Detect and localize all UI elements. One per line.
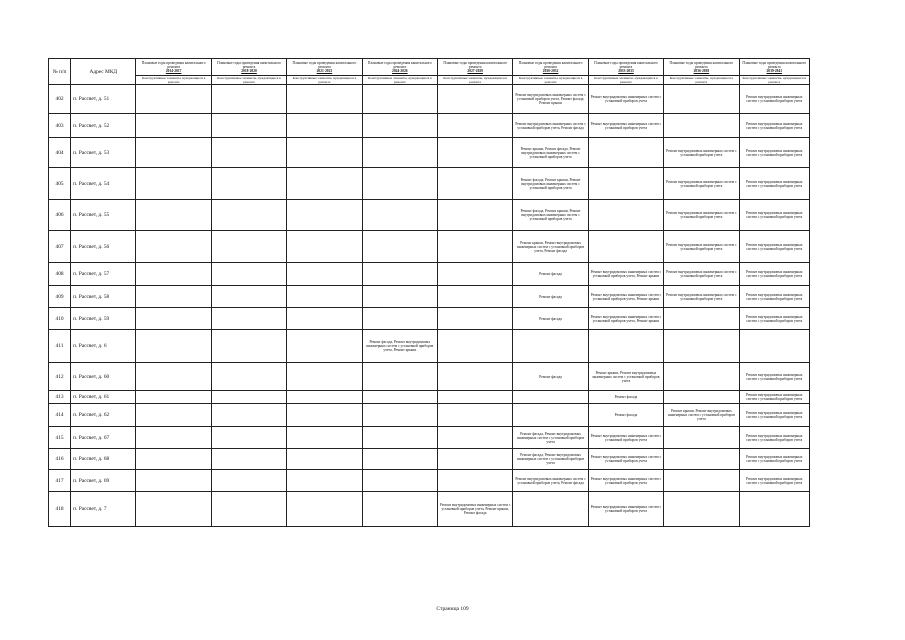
repair-cell: Ремонт внутридомовых инженерных систем с установкой приборов учета, Ремонт крыши — [588, 263, 663, 286]
header-elements: Конструктивные элементы, нуждающиеся в ремонте — [438, 76, 513, 85]
repair-cell — [287, 114, 362, 138]
header-elements: Конструктивные элементы, нуждающиеся в ремонте — [136, 76, 211, 85]
repair-cell: Ремонт крыши, Ремонт фасада, Ремонт внутридомовых инженерных систем с установкой приборов учета — [513, 138, 588, 168]
repair-cell: Ремонт фасада, Ремонт крыши, Ремонт внутридомовых инженерных систем с установкой приборов учета — [513, 168, 588, 200]
header-num: № п/п — [49, 59, 71, 85]
repair-cell: Ремонт внутридомовых инженерных систем с установкой приборов учета — [739, 404, 809, 427]
header-period-title: Плановые годы проведения капитального ремонта — [518, 60, 583, 69]
row-number: 407 — [49, 231, 71, 263]
header-period — [136, 59, 211, 76]
repair-cell — [136, 114, 211, 138]
repair-cell: Ремонт фасада — [513, 363, 588, 391]
repair-cell — [438, 330, 513, 363]
header-period — [588, 59, 663, 76]
repair-cell — [136, 138, 211, 168]
repair-cell — [664, 363, 739, 391]
repair-cell: Ремонт фасада, Ремонт внутридомовых инженерных систем с установкой приборов учета — [513, 449, 588, 470]
repair-cell — [136, 85, 211, 114]
table-row — [49, 308, 810, 330]
repair-cell: Ремонт внутридомовых инженерных систем с установкой приборов учета — [739, 363, 809, 391]
repair-cell — [438, 85, 513, 114]
repair-cell — [287, 404, 362, 427]
repair-cell — [362, 470, 437, 492]
repair-cell — [362, 168, 437, 200]
header-elements: Конструктивные элементы, нуждающиеся в ремонте — [513, 76, 588, 85]
repair-cell — [136, 391, 211, 404]
header-period-title: Плановые годы проведения капитального ремонта — [443, 60, 508, 69]
header-period — [438, 59, 513, 76]
repair-cell: Ремонт внутридомовых инженерных систем с установкой приборов учета — [739, 138, 809, 168]
repair-cell: Ремонт внутридомовых инженерных систем с установкой приборов учета — [664, 286, 739, 308]
row-number: 402 — [49, 85, 71, 114]
repair-cell — [211, 449, 286, 470]
repair-cell — [362, 391, 437, 404]
table-row — [49, 168, 810, 200]
header-period-years: 2027-2029 — [467, 69, 483, 74]
repair-cell: Ремонт внутридомовых инженерных систем с установкой приборов учета — [588, 85, 663, 114]
repair-cell — [136, 449, 211, 470]
repair-cell — [211, 427, 286, 449]
header-elements: Конструктивные элементы, нуждающиеся в ремонте — [588, 76, 663, 85]
repair-cell — [438, 200, 513, 231]
row-address: п. Рассвет, д. 56 — [71, 231, 136, 263]
row-number: 412 — [49, 363, 71, 391]
repair-cell: Ремонт внутридомовых инженерных систем с установкой приборов учета — [664, 200, 739, 231]
repair-cell: Ремонт крыши, Ремонт внутридомовых инженерных систем с установкой приборов учета — [664, 404, 739, 427]
header-period-years: 2030-2032 — [542, 69, 559, 74]
repair-cell — [362, 404, 437, 427]
repair-cell — [287, 138, 362, 168]
page-number: Страница 109 — [436, 606, 469, 612]
table-row — [49, 492, 810, 527]
repair-cell: Ремонт фасада — [588, 404, 663, 427]
row-address: п. Рассвет, д. 51 — [71, 85, 136, 114]
repair-cell — [287, 449, 362, 470]
header-address: Адрес МКД — [71, 59, 136, 85]
repair-cell — [136, 231, 211, 263]
row-number: 417 — [49, 470, 71, 492]
repair-cell: Ремонт внутридомовых инженерных систем с установкой приборов учета — [588, 470, 663, 492]
repair-cell — [513, 492, 588, 527]
repair-cell: Ремонт внутридомовых инженерных систем с установкой приборов учета — [739, 168, 809, 200]
repair-cell: Ремонт внутридомовых инженерных систем с установкой приборов учета, Ремонт фасада, Ремонт крыши — [513, 85, 588, 114]
repair-cell: Ремонт фасада — [513, 263, 588, 286]
table-header — [49, 59, 810, 85]
header-period — [739, 59, 809, 76]
repair-cell — [438, 470, 513, 492]
table-row — [49, 363, 810, 391]
row-address: п. Рассвет, д. 53 — [71, 138, 136, 168]
table-row — [49, 85, 810, 114]
repair-cell: Ремонт внутридомовых инженерных систем с установкой приборов учета, Ремонт фасада — [513, 470, 588, 492]
repair-cell — [664, 427, 739, 449]
repair-cell — [211, 391, 286, 404]
repair-cell — [287, 231, 362, 263]
repair-cell — [664, 114, 739, 138]
repair-cell — [211, 85, 286, 114]
header-period-title: Плановые годы проведения капитального ремонта — [141, 60, 206, 69]
repair-cell — [588, 138, 663, 168]
row-address: п. Рассвет, д. 58 — [71, 286, 136, 308]
repair-cell: Ремонт внутридомовых инженерных систем с установкой приборов учета — [739, 231, 809, 263]
repair-cell — [362, 492, 437, 527]
repair-cell — [287, 308, 362, 330]
row-address: п. Рассвет, д. 69 — [71, 470, 136, 492]
header-elements: Конструктивные элементы, нуждающиеся в ремонте — [362, 76, 437, 85]
repair-cell: Ремонт фасада, Ремонт внутридомовых инженерных систем с установкой приборов учета — [513, 427, 588, 449]
header-elements: Конструктивные элементы, нуждающиеся в ремонте — [287, 76, 362, 85]
repair-cell: Ремонт фасада — [588, 391, 663, 404]
repair-cell — [362, 114, 437, 138]
repair-cell — [287, 330, 362, 363]
repair-cell: Ремонт внутридомовых инженерных систем с установкой приборов учета, Ремонт крыши — [588, 308, 663, 330]
repair-cell: Ремонт фасада, Ремонт внутридомовых инженерных систем с установкой приборов учета, Ремонт крыши — [362, 330, 437, 363]
repair-cell — [362, 85, 437, 114]
repair-cell — [739, 330, 809, 363]
row-number: 408 — [49, 263, 71, 286]
header-period-years: 2024-2026 — [392, 69, 408, 74]
table-row — [49, 391, 810, 404]
repair-cell: Ремонт внутридомовых инженерных систем с установкой приборов учета — [588, 492, 663, 527]
table-row — [49, 200, 810, 231]
repair-cell — [287, 85, 362, 114]
table-row — [49, 231, 810, 263]
repair-cell — [438, 263, 513, 286]
table-row — [49, 138, 810, 168]
repair-cell: Ремонт внутридомовых инженерных систем с установкой приборов учета — [739, 449, 809, 470]
repair-cell — [438, 404, 513, 427]
repair-cell — [513, 330, 588, 363]
repair-cell — [362, 449, 437, 470]
row-number: 415 — [49, 427, 71, 449]
repair-cell — [362, 231, 437, 263]
row-number: 416 — [49, 449, 71, 470]
repair-cell — [211, 263, 286, 286]
header-period — [362, 59, 437, 76]
repair-cell — [588, 200, 663, 231]
row-number: 404 — [49, 138, 71, 168]
repair-cell — [136, 404, 211, 427]
repair-cell: Ремонт внутридомовых инженерных систем с установкой приборов учета — [664, 263, 739, 286]
repair-cell — [438, 114, 513, 138]
repair-cell — [211, 308, 286, 330]
row-address: п. Рассвет, д. 59 — [71, 308, 136, 330]
repair-cell: Ремонт внутридомовых инженерных систем с установкой приборов учета — [739, 308, 809, 330]
repair-cell — [136, 263, 211, 286]
header-elements: Конструктивные элементы, нуждающиеся в ремонте — [664, 76, 739, 85]
row-number: 410 — [49, 308, 71, 330]
repair-cell — [438, 308, 513, 330]
repair-cell — [664, 492, 739, 527]
repair-cell — [211, 330, 286, 363]
header-period-years: 2033-2035 — [618, 69, 634, 74]
header-period-years: 2021-2023 — [316, 69, 333, 74]
repair-cell — [739, 492, 809, 527]
repair-cell — [438, 168, 513, 200]
repair-cell: Ремонт внутридомовых инженерных систем с установкой приборов учета — [664, 231, 739, 263]
repair-cell — [211, 492, 286, 527]
header-period-title: Плановые годы проведения капитального ремонта — [367, 60, 432, 69]
repair-cell — [287, 470, 362, 492]
repair-cell: Ремонт внутридомовых инженерных систем с установкой приборов учета, Ремонт фасада — [513, 114, 588, 138]
repair-cell — [588, 231, 663, 263]
header-period — [513, 59, 588, 76]
repair-cell — [136, 427, 211, 449]
repair-cell — [664, 308, 739, 330]
repair-cell — [136, 308, 211, 330]
repair-cell — [211, 470, 286, 492]
repair-cell: Ремонт внутридомовых инженерных систем с установкой приборов учета — [739, 470, 809, 492]
header-period-years: 2036-2038 — [693, 69, 710, 74]
row-address: п. Рассвет, д. 68 — [71, 449, 136, 470]
repair-cell — [362, 200, 437, 231]
row-address: п. Рассвет, д. 57 — [71, 263, 136, 286]
repair-cell — [362, 363, 437, 391]
repair-cell — [287, 427, 362, 449]
table-body — [49, 85, 810, 527]
table-row — [49, 427, 810, 449]
repair-cell — [136, 363, 211, 391]
repair-cell — [211, 231, 286, 263]
repair-cell: Ремонт внутридомовых инженерных систем с установкой приборов учета — [739, 263, 809, 286]
row-address: п. Рассвет, д. 62 — [71, 404, 136, 427]
row-number: 413 — [49, 391, 71, 404]
repair-cell — [513, 404, 588, 427]
repair-cell — [664, 330, 739, 363]
repair-cell — [211, 363, 286, 391]
row-address: п. Рассвет, д. 67 — [71, 427, 136, 449]
repair-cell — [287, 363, 362, 391]
header-period — [287, 59, 362, 76]
repair-cell — [136, 470, 211, 492]
repair-cell — [136, 286, 211, 308]
repair-cell: Ремонт внутридомовых инженерных систем с установкой приборов учета — [588, 114, 663, 138]
repair-cell: Ремонт фасада — [513, 286, 588, 308]
repair-cell — [211, 404, 286, 427]
row-address: п. Рассвет, д. 52 — [71, 114, 136, 138]
row-address: п. Рассвет, д. 7 — [71, 492, 136, 527]
repair-cell: Ремонт внутридомовых инженерных систем с установкой приборов учета, Ремонт крыши, Ремонт фасада — [438, 492, 513, 527]
repair-cell — [211, 286, 286, 308]
row-address: п. Рассвет, д. 61 — [71, 391, 136, 404]
header-period-title: Плановые годы проведения капитального ремонта — [594, 60, 658, 69]
table-row — [49, 114, 810, 138]
repair-cell — [513, 391, 588, 404]
repair-cell — [136, 330, 211, 363]
repair-cell: Ремонт внутридомовых инженерных систем с установкой приборов учета — [664, 138, 739, 168]
table-row — [49, 263, 810, 286]
repair-cell — [211, 138, 286, 168]
repair-cell: Ремонт внутридомовых инженерных систем с установкой приборов учета — [588, 427, 663, 449]
header-period-title: Плановые годы проведения капитального ремонта — [742, 60, 807, 69]
repair-cell: Ремонт внутридомовых инженерных систем с установкой приборов учета — [588, 449, 663, 470]
repair-cell: Ремонт крыши, Ремонт внутридомовых инженерных систем с установкой приборов учета, Ремонт фасада — [513, 231, 588, 263]
header-period-title: Плановые годы проведения капитального ремонта — [292, 60, 357, 69]
row-number: 411 — [49, 330, 71, 363]
table-row — [49, 286, 810, 308]
repair-cell — [211, 114, 286, 138]
repair-cell — [664, 470, 739, 492]
repair-cell: Ремонт внутридомовых инженерных систем с установкой приборов учета — [739, 114, 809, 138]
repair-cell — [438, 427, 513, 449]
repair-cell — [362, 427, 437, 449]
header-period-title: Плановые годы проведения капитального ремонта — [217, 60, 281, 69]
repair-schedule-table — [48, 58, 810, 527]
row-number: 403 — [49, 114, 71, 138]
repair-cell — [664, 391, 739, 404]
header-elements: Конструктивные элементы, нуждающиеся в ремонте — [739, 76, 809, 85]
repair-cell — [438, 391, 513, 404]
repair-cell: Ремонт внутридомовых инженерных систем с установкой приборов учета, Ремонт крыши — [588, 286, 663, 308]
header-period-years: 2014-2017 — [165, 69, 182, 74]
header-period — [664, 59, 739, 76]
repair-cell — [362, 138, 437, 168]
repair-cell — [136, 200, 211, 231]
header-period-title: Плановые годы проведения капитального ремонта — [669, 60, 734, 69]
repair-cell — [438, 363, 513, 391]
repair-cell: Ремонт фасада, Ремонт крыши, Ремонт внутридомовых инженерных систем с установкой приборов учета — [513, 200, 588, 231]
repair-cell — [287, 286, 362, 308]
header-elements: Конструктивные элементы, нуждающиеся в ремонте — [211, 76, 286, 85]
row-number: 414 — [49, 404, 71, 427]
header-period — [211, 59, 286, 76]
repair-cell — [136, 168, 211, 200]
repair-cell: Ремонт внутридомовых инженерных систем с установкой приборов учета — [739, 286, 809, 308]
table-row — [49, 330, 810, 363]
repair-cell: Ремонт фасада — [513, 308, 588, 330]
repair-cell — [211, 200, 286, 231]
row-number: 409 — [49, 286, 71, 308]
row-number: 405 — [49, 168, 71, 200]
repair-cell: Ремонт внутридомовых инженерных систем с установкой приборов учета — [739, 427, 809, 449]
repair-cell — [588, 168, 663, 200]
row-address: п. Рассвет, д. 54 — [71, 168, 136, 200]
row-address: п. Рассвет, д. 60 — [71, 363, 136, 391]
row-address: п. Рассвет, д. 6 — [71, 330, 136, 363]
header-period-years: 2018-2020 — [241, 69, 257, 74]
row-number: 406 — [49, 200, 71, 231]
repair-cell — [287, 200, 362, 231]
repair-cell: Ремонт внутридомовых инженерных систем с установкой приборов учета — [739, 391, 809, 404]
repair-cell — [362, 308, 437, 330]
repair-cell — [211, 168, 286, 200]
repair-cell — [438, 286, 513, 308]
repair-cell — [438, 138, 513, 168]
repair-cell: Ремонт внутридомовых инженерных систем с установкой приборов учета — [739, 85, 809, 114]
repair-cell — [362, 263, 437, 286]
repair-cell — [362, 286, 437, 308]
repair-cell: Ремонт крыши, Ремонт внутридомовых инженерных систем с установкой приборов учета — [588, 363, 663, 391]
table-row — [49, 449, 810, 470]
repair-cell — [664, 85, 739, 114]
repair-cell — [287, 391, 362, 404]
repair-cell: Ремонт внутридомовых инженерных систем с установкой приборов учета — [739, 200, 809, 231]
row-number: 418 — [49, 492, 71, 527]
repair-cell — [287, 168, 362, 200]
table-row — [49, 404, 810, 427]
repair-cell — [438, 449, 513, 470]
repair-cell — [287, 263, 362, 286]
repair-cell — [287, 492, 362, 527]
repair-cell — [136, 492, 211, 527]
repair-cell: Ремонт внутридомовых инженерных систем с установкой приборов учета — [664, 168, 739, 200]
repair-cell — [664, 449, 739, 470]
repair-cell — [438, 231, 513, 263]
table-row — [49, 470, 810, 492]
row-address: п. Рассвет, д. 55 — [71, 200, 136, 231]
header-period-years: 2039-2041 — [766, 69, 783, 74]
repair-cell — [588, 330, 663, 363]
